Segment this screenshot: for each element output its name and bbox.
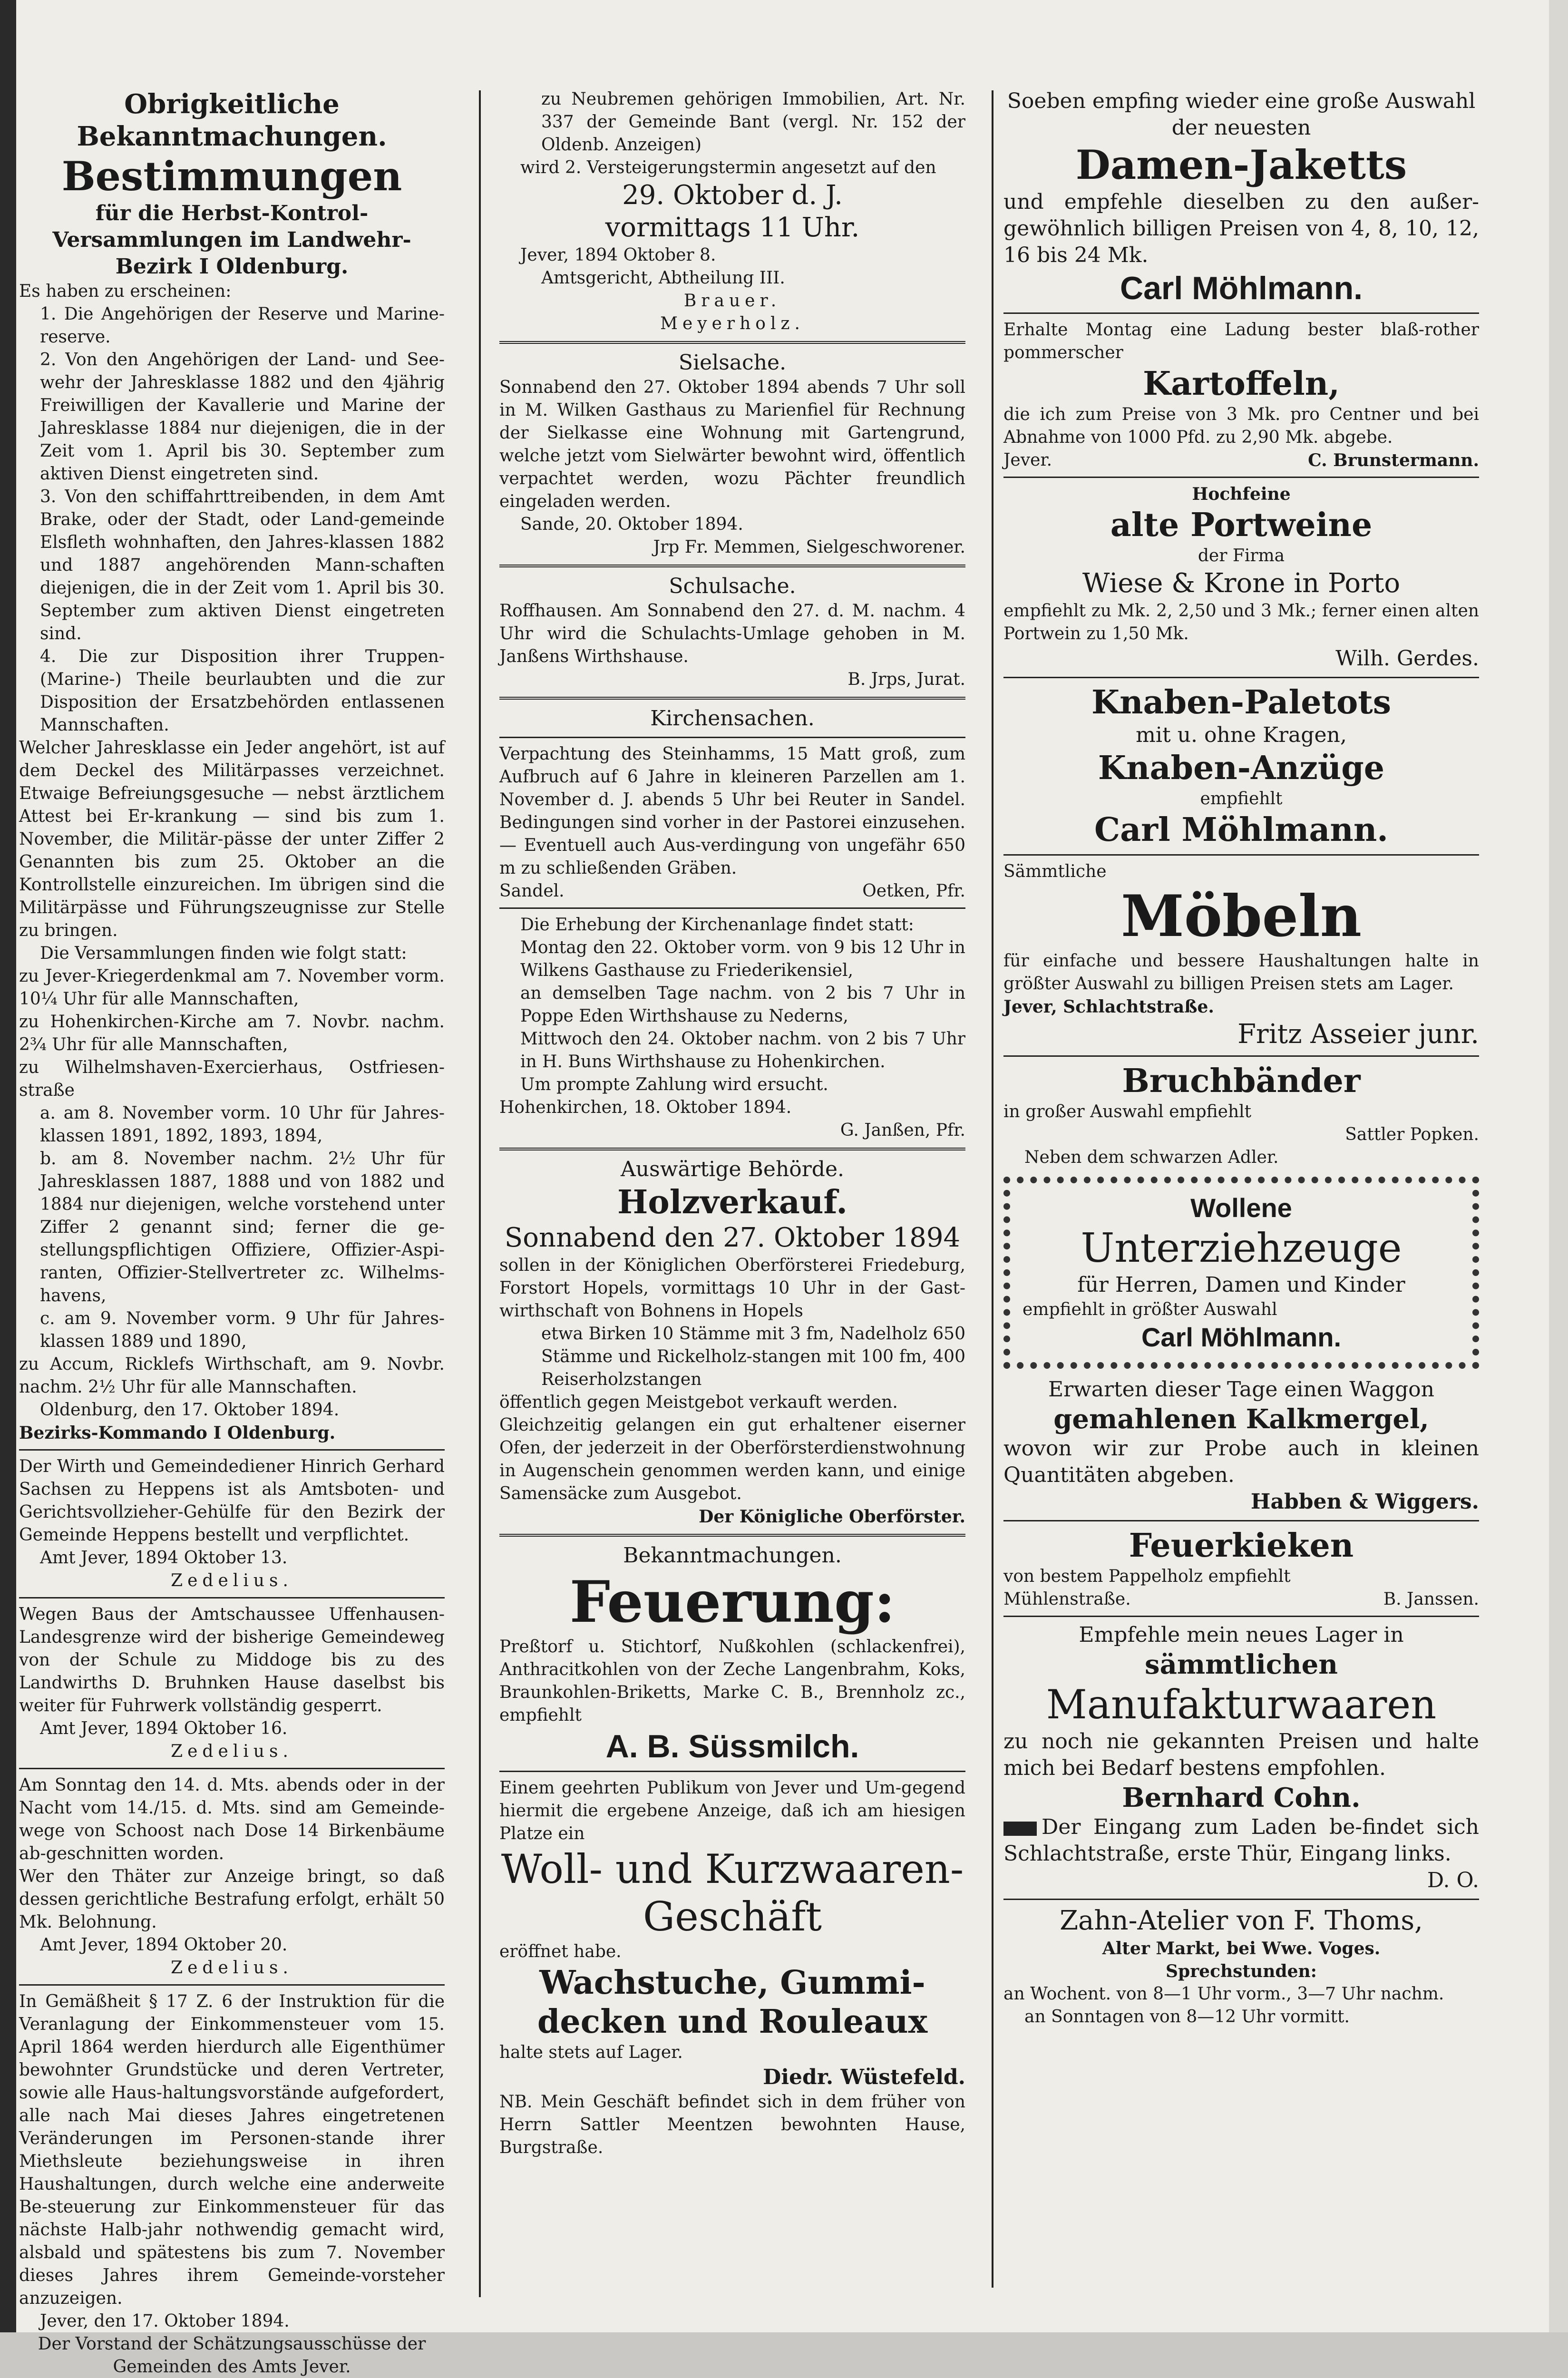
divider <box>1003 477 1479 478</box>
notice-signature: Zedelius. <box>171 1742 293 1761</box>
list-item: c. am 9. November vorm. 9 Uhr für Jahres-klassen 1889 und 1890, <box>40 1309 445 1351</box>
notice-signature: Zedelius. <box>171 1958 293 1978</box>
section-header: Schulsache. <box>669 574 796 598</box>
column-1 <box>19 88 445 2378</box>
ad-title: Woll- und Kurzwaaren-Geschäft <box>501 1846 964 1940</box>
ad-footer <box>1003 1588 1479 1611</box>
divider <box>499 1771 965 1772</box>
divider <box>1003 854 1479 856</box>
advertiser-name: Carl Möhlmann. <box>1120 270 1363 306</box>
ad-text <box>1003 1814 1479 1867</box>
ad-text: von bestem Pappelholz empfiehlt <box>1003 1567 1291 1586</box>
notice-signature: Oetken, Pfr. <box>862 881 965 901</box>
ad-text: der Firma <box>1198 546 1285 565</box>
ad-frame <box>1003 1177 1479 1369</box>
notice-paragraph: Wer den Thäter zur Anzeige bringt, so daß dessen gerichtliche Bestrafung erfolgt, erhält 50 Mk. Belohnung. <box>19 1867 445 1932</box>
advertiser-name: Carl Möhlmann. <box>1141 1322 1342 1352</box>
ad-text: zu noch nie gekannten Preisen und halte mich bei Bedarf bestens empfohlen. <box>1003 1729 1479 1780</box>
ad-title: Damen-Jaketts <box>1075 141 1407 188</box>
ad-title: Manufakturwaaren <box>1046 1681 1437 1728</box>
column-3 <box>1003 88 1479 2028</box>
ad-intro: Empfehle mein neues Lager in <box>1079 1623 1404 1647</box>
auction-time: vormittags 11 Uhr. <box>605 212 860 243</box>
notice-paragraph: NB. Mein Geschäft befindet sich in dem früher von Herrn Sattler Meentzen bewohnten Hause, Burgstraße. <box>499 2092 965 2157</box>
ad-title: Zahn-Atelier von F. Thoms, <box>1060 1905 1423 1936</box>
ad-title: gemahlenen Kalkmergel, <box>1053 1403 1429 1435</box>
notice-date: Amt Jever, 1894 Oktober 20. <box>40 1935 288 1955</box>
notice-paragraph: In Gemäßheit § 17 Z. 6 der Instruktion für die Veranlagung der Einkommensteuer vom 15. April 1864 werden hierdurch alle Eigenthümer bewohnter Grundstücke und deren Vertreter, sowie alle Haus-haltungsvorstände aufgefordert, alle nach Mai dieses Jahres eingetretenen Veränderungen im Personen-stande ihrer Miethsleute beziehungsweise in ihren Haushaltungen, durch welche eine anderweite Be-steuerung zur Einkommensteuer für das nächste Halb-jahr nothwendig gemacht wird, alsbald und spätestens bis zum 7. November dieses Jahres ihrem Gemeinde-vorsteher anzuzeigen. <box>19 1992 445 2308</box>
notice-date: Amt Jever, 1894 Oktober 13. <box>40 1548 288 1568</box>
pointing-hand-icon <box>1003 1822 1037 1836</box>
place-label: Sandel. <box>499 881 565 901</box>
notice-signature: G. Janßen, Pfr. <box>840 1121 965 1140</box>
divider <box>499 1534 965 1537</box>
list-item: zu Jever-Kriegerdenkmal am 7. November vorm. 10¼ Uhr für alle Mannschaften, <box>19 966 445 1009</box>
list-item: b. am 8. November nachm. 2½ Uhr für Jahresklassen 1887, 1888 und von 1882 und 1884 nur diejenigen, welche vorstehend unter Ziffer 2 genannt sind; ferner die ge-stellungspflichtigen Offiziere, Offizier-Aspi-ranten, Offizier-Stellvertreter zc. Wilhelms-havens, <box>40 1149 445 1306</box>
ad-place: Jever, Schlachtstraße. <box>1003 997 1214 1017</box>
notice-paragraph: Am Sonntag den 14. d. Mts. abends oder in der Nacht vom 14./15. d. Mts. sind am Gemeinde-wege von Schoost nach Dose 14 Birkenbäume ab-geschnitten worden. <box>19 1775 445 1863</box>
notice-signature: Der Königliche Oberförster. <box>699 1507 965 1527</box>
ad-title: Knaben-Anzüge <box>1098 749 1385 787</box>
ad-text: in großer Auswahl empfiehlt <box>1003 1102 1252 1121</box>
column-rule <box>992 90 993 2288</box>
divider <box>1003 677 1479 678</box>
notice-signature: Bezirks-Kommando I Oldenburg. <box>19 1423 336 1443</box>
divider <box>19 1449 445 1451</box>
notice-date: Oldenburg, den 17. Oktober 1894. <box>40 1400 340 1420</box>
notice-date: Sande, 20. Oktober 1894. <box>520 515 743 534</box>
notice-paragraph: Der Wirth und Gemeindediener Hinrich Gerhard Sachsen zu Heppens ist als Amtsboten- und Gerichtsvollzieher-Gehülfe für den Bezirk der Gemeinde Heppens bestellt und verpflichtet. <box>19 1457 445 1545</box>
notice-signature: Der Vorstand der Schätzungsausschüsse der Gemeinden des Amts Jever. <box>38 2334 426 2377</box>
ad-title: Kartoffeln, <box>1143 365 1340 403</box>
notice-paragraph: Sonnabend den 27. Oktober 1894 abends 7 Uhr soll in M. Wilken Gasthaus zu Marienfiel für Rechnung der Sielkasse eine Wohnung mit Gartengrund, welche jetzt vom Sielwärter bewohnt wird, öffentlich verpachtet werden, wozu Pächter freundlich eingeladen werden. <box>499 378 965 511</box>
ad-text: wovon wir zur Probe auch in kleinen Quantitäten abgeben. <box>1003 1436 1479 1487</box>
notice-intro: Es haben zu erscheinen: <box>19 282 232 301</box>
notice-paragraph: Wegen Baus der Amtschaussee Uffenhausen-Landesgrenze wird der bisherige Gemeindeweg von der Schule zu Middoge bis zu des Landwirths D. Bruhnken Hause daselbst bis weiter für Fuhrwerk vollständig gesperrt. <box>19 1605 445 1715</box>
ad-text: die ich zum Preise von 3 Mk. pro Centner und bei Abnahme von 1000 Pfd. zu 2,90 Mk. abgebe. <box>1003 405 1479 447</box>
ad-text: für Herren, Damen und Kinder <box>1077 1273 1405 1297</box>
scan-edge-left <box>0 0 16 2332</box>
notice-signature: Jrp Fr. Memmen, Sielgeschworener. <box>653 537 965 557</box>
divider <box>1003 1520 1479 1521</box>
ad-intro: Wollene <box>1190 1193 1292 1223</box>
advertiser-name: Diedr. Wüstefeld. <box>763 2065 965 2089</box>
notice-paragraph: etwa Birken 10 Stämme mit 3 fm, Nadelholz 650 Stämme und Rickelholz-stangen mit 100 fm, 400 Reiserholzstangen <box>541 1324 965 1389</box>
ad-text: und empfehle dieselben zu den außer-gewöhnlich billigen Preisen von 4, 8, 10, 12, 16 bis 24 Mk. <box>1003 190 1479 267</box>
notice-paragraph: Die Versammlungen finden wie folgt statt: <box>40 944 407 963</box>
auction-date: 29. Oktober d. J. <box>622 180 843 211</box>
notice-signature: B. Jrps, Jurat. <box>847 670 965 689</box>
advertiser-name: B. Janssen. <box>1383 1589 1479 1609</box>
advertiser-name: Bernhard Cohn. <box>1122 1782 1361 1813</box>
ad-intro: Sämmtliche <box>1003 862 1107 881</box>
notice-paragraph: Einem geehrten Publikum von Jever und Um-gegend hiermit die ergebene Anzeige, daß ich am hiesigen Platze ein <box>499 1778 965 1843</box>
divider <box>1003 1616 1479 1617</box>
list-item: zu Hohenkirchen-Kirche am 7. Novbr. nachm. 2¾ Uhr für alle Mannschaften, <box>19 1012 445 1054</box>
list-item: zu Accum, Ricklefs Wirthschaft, am 9. Novbr. nachm. 2½ Uhr für alle Mannschaften. <box>19 1355 445 1397</box>
advertiser-name: Sattler Popken. <box>1345 1125 1479 1144</box>
notice-paragraph: Welcher Jahresklasse ein Jeder angehört, ist auf dem Deckel des Militärpasses verzeichnet. Etwaige Befreiungsgesuche — nebst ärztlichem Attest bei Er-krankung — sind bis zum 1. November, die Militär-pässe der unter Ziffer 2 Genannten bis zum 25. Oktober an die Kontrollstelle einzureichen. Im übrigen sind die Militärpässe und Führungszeugnisse zur Stelle zu bringen. <box>19 738 445 940</box>
notice-date: Jever, 1894 Oktober 8. <box>520 245 716 265</box>
divider <box>19 1768 445 1769</box>
place-label: Jever. <box>1003 450 1052 470</box>
notice-paragraph: Roffhausen. Am Sonnabend den 27. d. M. nachm. 4 Uhr wird die Schulachts-Umlage gehoben in M. Janßens Wirthshause. <box>499 601 965 666</box>
ad-text-inline: Der Eingang zum Laden be-findet sich Schlachtstraße, erste Thür, Eingang links. <box>1003 1815 1479 1866</box>
notice-title: Bestimmungen <box>61 153 402 200</box>
ad-text: Neben dem schwarzen Adler. <box>1024 1148 1279 1167</box>
ad-title: Wachstuche, Gummi-decken und Rouleaux <box>537 1964 928 2041</box>
notice-subtitle: für die Herbst-Kontrol-Versammlungen im Landwehr-Bezirk I Oldenburg. <box>52 201 411 279</box>
list-item: a. am 8. November vorm. 10 Uhr für Jahres-klassen 1891, 1892, 1893, 1894, <box>40 1103 445 1146</box>
auction-date: Sonnabend den 27. Oktober 1894 <box>504 1222 961 1253</box>
list-item: 4. Die zur Disposition ihrer Truppen- (Marine-) Theile beurlaubten und die zur Disposition der Ersatzbehörden entlassenen Mannschaften. <box>40 647 445 735</box>
notice-paragraph: Um prompte Zahlung wird ersucht. <box>520 1075 828 1094</box>
ad-subtitle: Wiese & Krone in Porto <box>1082 568 1401 599</box>
divider <box>499 341 965 344</box>
divider <box>1003 1055 1479 1057</box>
notice-paragraph: zu Neubremen gehörigen Immobilien, Art. Nr. 337 der Gemeinde Bant (vergl. Nr. 152 der Oldenb. Anzeigen) <box>541 89 965 155</box>
column-rule <box>479 90 481 2297</box>
notice-signature: Zedelius. <box>171 1571 293 1590</box>
ad-intro: Erwarten dieser Tage einen Waggon <box>1048 1377 1434 1402</box>
advertiser-name: A. B. Süssmilch. <box>605 1728 859 1764</box>
ad-title: Unterziehzeuge <box>1081 1225 1402 1271</box>
notice-signature: Brauer. <box>683 291 781 311</box>
ad-text: Alter Markt, bei Wwe. Voges. <box>1102 1939 1381 1959</box>
ad-text: empfiehlt <box>1200 789 1283 809</box>
place-label: Mühlenstraße. <box>1003 1589 1131 1609</box>
advertiser-name: D. O. <box>1427 1868 1479 1892</box>
scan-edge-right <box>1549 0 1568 2332</box>
ad-title: Holzverkauf. <box>617 1183 847 1221</box>
advertiser-name: Carl Möhlmann. <box>1094 811 1388 849</box>
notice-paragraph: Die Erhebung der Kirchenanlage findet statt: <box>520 915 914 935</box>
notice-date: Jever, den 17. Oktober 1894. <box>40 2311 290 2331</box>
notice-paragraph: halte stets auf Lager. <box>499 2043 683 2062</box>
section-header: Obrigkeitliche Bekanntmachungen. <box>77 88 387 152</box>
ad-title: Knaben-Paletots <box>1091 683 1391 721</box>
notice-paragraph: sollen in der Königlichen Oberförsterei Friedeburg, Forstort Hopels, vormittags 10 Uhr in der Gast-wirthschaft von Bohnens in Hopels <box>499 1256 965 1321</box>
notice-place <box>499 880 965 903</box>
notice-paragraph: öffentlich gegen Meistgebot verkauft werden. <box>499 1393 898 1412</box>
list-item: Montag den 22. Oktober vorm. von 9 bis 12 Uhr in Wilkens Gasthause zu Friederikensiel, <box>520 938 965 980</box>
ad-text: Sprechstunden: <box>1166 1961 1317 1981</box>
section-header: Kirchensachen. <box>650 706 815 731</box>
ad-title: Feuerung: <box>569 1569 896 1636</box>
notice-paragraph: Verpachtung des Steinhamms, 15 Matt groß, zum Aufbruch auf 6 Jahre in kleineren Parzellen am 1. November d. J. abends 5 Uhr bei Reuter in Sandel. Bedingungen sind vorher in der Pastorei einzusehen. — Eventuell auch Aus-verdingung von ungefähr 650 m zu schließenden Gräben. <box>499 744 965 878</box>
list-item: 2. Von den Angehörigen der Land- und See-wehr der Jahresklasse 1882 und den 4jährig Freiwilligen der Kavallerie und Marine der Jahresklasse 1884 nur diejenigen, die in der Zeit vom 1. April bis 30. September zum aktiven Dienst eingetreten sind. <box>40 350 445 484</box>
list-item: 1. Die Angehörigen der Reserve und Marine-reserve. <box>40 304 445 347</box>
list-item: an demselben Tage nachm. von 2 bis 7 Uhr in Poppe Eden Wirthshause zu Nederns, <box>520 984 965 1026</box>
divider <box>499 737 965 738</box>
section-header: Sielsache. <box>678 351 787 375</box>
ad-title: Möbeln <box>1121 883 1362 950</box>
divider <box>1003 312 1479 314</box>
ad-footer <box>1003 449 1479 472</box>
ad-title: Feuerkieken <box>1129 1527 1354 1565</box>
list-item: zu Wilhelmshaven-Exercierhaus, Ostfriesen-straße <box>19 1058 445 1100</box>
ad-text: für einfache und bessere Haushaltungen halte in größter Auswahl zu billigen Preisen stets am Lager. <box>1003 951 1479 994</box>
ad-text: empfiehlt in größter Auswahl <box>1023 1300 1277 1319</box>
notice-date: Hohenkirchen, 18. Oktober 1894. <box>499 1098 792 1117</box>
notice-paragraph: wird 2. Versteigerungstermin angesetzt auf den <box>520 158 936 177</box>
section-header: Auswärtige Behörde. <box>621 1157 844 1181</box>
notice-signature: Meyerholz. <box>660 314 805 333</box>
section-header: Bekanntmachungen. <box>623 1543 842 1568</box>
advertiser-name: C. Brunstermann. <box>1308 450 1479 470</box>
advertiser-name: Habben & Wiggers. <box>1250 1490 1479 1514</box>
divider <box>499 1148 965 1150</box>
divider <box>1003 1899 1479 1900</box>
ad-title: alte Portweine <box>1110 506 1373 544</box>
divider <box>19 1984 445 1986</box>
ad-text: empfiehlt zu Mk. 2, 2,50 und 3 Mk.; ferner einen alten Portwein zu 1,50 Mk. <box>1003 601 1479 643</box>
notice-paragraph: Preßtorf u. Stichtorf, Nußkohlen (schlackenfrei), Anthracitkohlen von der Zeche Langenbrahm, Koks, Braunkohlen-Briketts, Marke C. B., Brennholz zc., empfiehlt <box>499 1637 965 1725</box>
ad-text: mit u. ohne Kragen, <box>1136 723 1347 747</box>
ad-intro: Soeben empfing wieder eine große Auswahl der neuesten <box>1007 89 1476 140</box>
ad-subtitle: sämmtlichen <box>1145 1649 1338 1680</box>
ad-text: an Sonntagen von 8—12 Uhr vormitt. <box>1024 2007 1350 2027</box>
ad-intro: Hochfeine <box>1192 484 1291 504</box>
divider <box>499 697 965 700</box>
list-item: 3. Von den schiffahrttreibenden, in dem Amt Brake, oder der Stadt, oder Land-gemeinde Elsfleth wohnhaften, den Jahres-klassen 1882 und 1887 angehörenden Mann-schaften diejenigen, die in der Zeit vom 1. April bis 30. September zum aktiven Dienst eingetreten sind. <box>40 487 445 643</box>
advertiser-name: Fritz Asseier junr. <box>1237 1019 1479 1050</box>
divider <box>19 1597 445 1598</box>
divider <box>499 565 965 567</box>
ad-text: an Wochent. von 8—1 Uhr vorm., 3—7 Uhr nachm. <box>1003 1984 1444 2004</box>
column-2 <box>499 88 965 2159</box>
ad-title: Bruchbänder <box>1122 1062 1361 1100</box>
notice-paragraph: Gleichzeitig gelangen ein gut erhaltener eiserner Ofen, der jederzeit in der Oberförsterdienstwohnung in Augenschein genommen werden kann, und einige Samensäcke zum Ausgebot. <box>499 1415 965 1503</box>
advertiser-name: Wilh. Gerdes. <box>1335 646 1479 671</box>
notice-date: Amt Jever, 1894 Oktober 16. <box>40 1719 288 1738</box>
notice-paragraph: eröffnet habe. <box>499 1942 622 1961</box>
divider <box>499 907 965 909</box>
court-name: Amtsgericht, Abtheilung III. <box>541 268 785 288</box>
ad-intro: Erhalte Montag eine Ladung bester blaß-rother pommerscher <box>1003 320 1479 362</box>
list-item: Mittwoch den 24. Oktober nachm. von 2 bis 7 Uhr in H. Buns Wirthshause zu Hohenkirchen. <box>520 1029 965 1072</box>
